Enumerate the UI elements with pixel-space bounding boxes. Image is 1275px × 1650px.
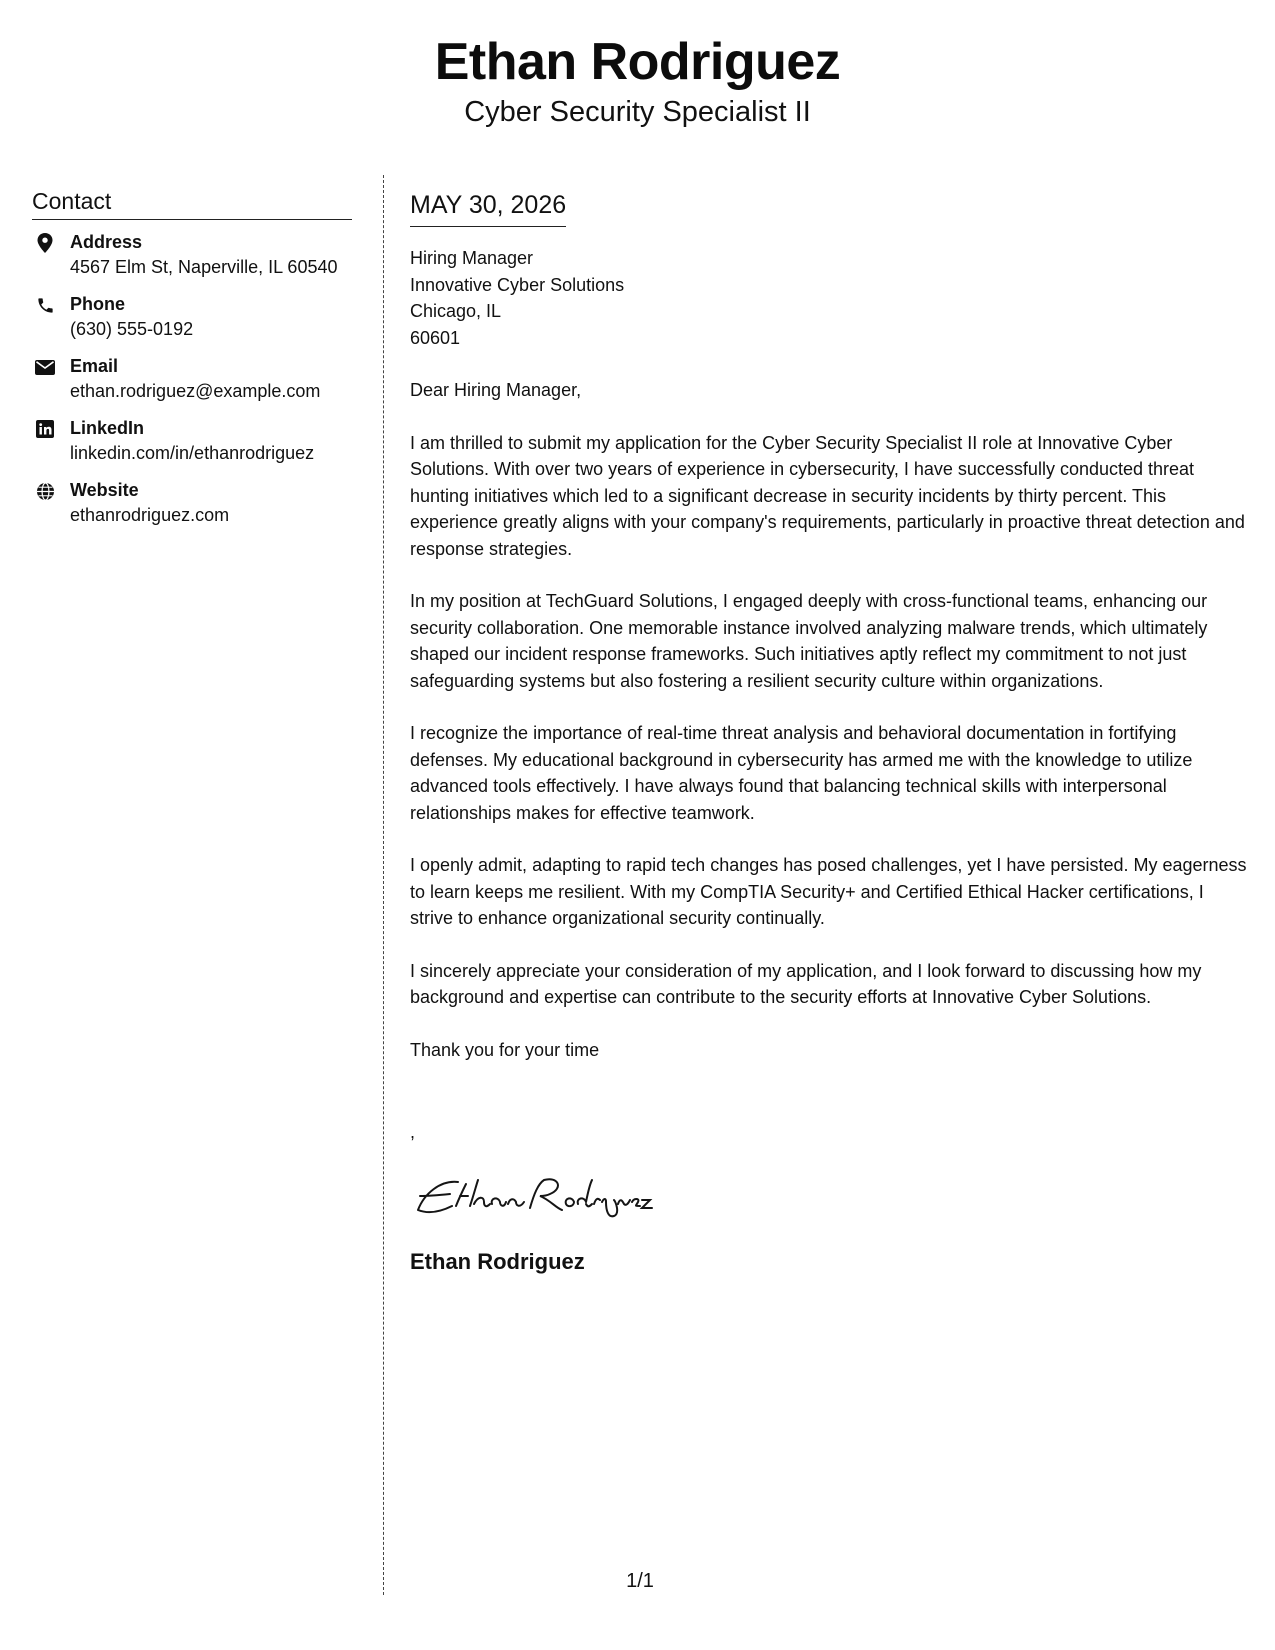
envelope-icon <box>35 357 55 377</box>
linkedin-icon <box>35 419 55 439</box>
phone-value: (630) 555-0192 <box>70 319 194 339</box>
linkedin-label: LinkedIn <box>70 418 145 438</box>
contact-heading: Contact <box>32 186 352 220</box>
salutation: Dear Hiring Manager, <box>410 380 582 400</box>
website-label: Website <box>70 480 139 500</box>
contact-item-address <box>32 230 352 280</box>
contact-item-phone <box>32 292 352 342</box>
contact-list <box>32 230 352 528</box>
handwritten-signature <box>410 1166 670 1226</box>
job-title: Cyber Security Specialist II <box>464 96 811 128</box>
phone-icon <box>35 295 55 315</box>
globe-icon <box>35 481 55 501</box>
contact-item-linkedin <box>32 416 352 466</box>
body-paragraph: I openly admit, adapting to rapid tech changes has posed challenges, yet I have persisted. My eagerness to learn keeps me resilient. With my CompTIA Security+ and Certified Ethical Hacker certifications, I strive to enhance organizational security continually. <box>410 855 1247 928</box>
body-paragraph: I sincerely appreciate your consideration of my application, and I look forward to discussing how my background and expertise can contribute to the security efforts at Innovative Cyber Solutions. <box>410 960 1202 1007</box>
location-pin-icon <box>35 233 55 253</box>
website-value: ethanrodriguez.com <box>70 505 230 525</box>
linkedin-value: linkedin.com/in/ethanrodriguez <box>70 443 315 463</box>
address-label: Address <box>70 232 143 252</box>
body-paragraph: I recognize the importance of real-time threat analysis and behavioral documentation in fortifying defenses. My educational background in cybersecurity has armed me with the knowledge to utilize advanced tools effectively. I have always found that balancing technical skills with interpersonal relationships makes for effective teamwork. <box>410 723 1193 823</box>
signer-name: Ethan Rodriguez <box>410 1248 585 1274</box>
column-divider <box>383 175 384 1595</box>
address-value: 4567 Elm St, Naperville, IL 60540 <box>70 257 338 277</box>
email-value: ethan.rodriguez@example.com <box>70 381 321 401</box>
recipient-line: Hiring Manager <box>410 248 534 268</box>
recipient-line: 60601 <box>410 327 461 348</box>
body-paragraph: In my position at TechGuard Solutions, I engaged deeply with cross-functional teams, enhancing our security collaboration. One memorable instance involved analyzing malware trends, which ultimately shaped our incident response frameworks. Such initiatives aptly reflect my commitment to not just safeguarding systems but also fostering a resilient security culture within organizations. <box>410 591 1208 691</box>
letter-header <box>0 30 1275 130</box>
body-paragraph: I am thrilled to submit my application for the Cyber Security Specialist II role at Innovative Cyber Solutions. With over two years of experience in cybersecurity, I have successfully conducted threat hunting initiatives which led to a significant decrease in security incidents by thirty percent. This experience greatly aligns with your company's requirements, particularly in proactive threat detection and response strategies. <box>410 432 1245 559</box>
contact-sidebar <box>32 186 352 540</box>
contact-item-website <box>32 478 352 528</box>
page-number: 1/1 <box>626 1570 654 1592</box>
letter-body <box>410 188 1250 1277</box>
recipient-block <box>410 245 1250 351</box>
contact-item-email <box>32 354 352 404</box>
letter-date: MAY 30, 2026 <box>410 188 566 227</box>
phone-label: Phone <box>70 294 126 314</box>
closing-comma: , <box>410 1122 416 1142</box>
closing-line: Thank you for your time <box>410 1039 600 1060</box>
email-label: Email <box>70 356 119 376</box>
recipient-line: Innovative Cyber Solutions <box>410 274 625 295</box>
recipient-line: Chicago, IL <box>410 301 502 321</box>
applicant-name: Ethan Rodriguez <box>434 33 841 91</box>
